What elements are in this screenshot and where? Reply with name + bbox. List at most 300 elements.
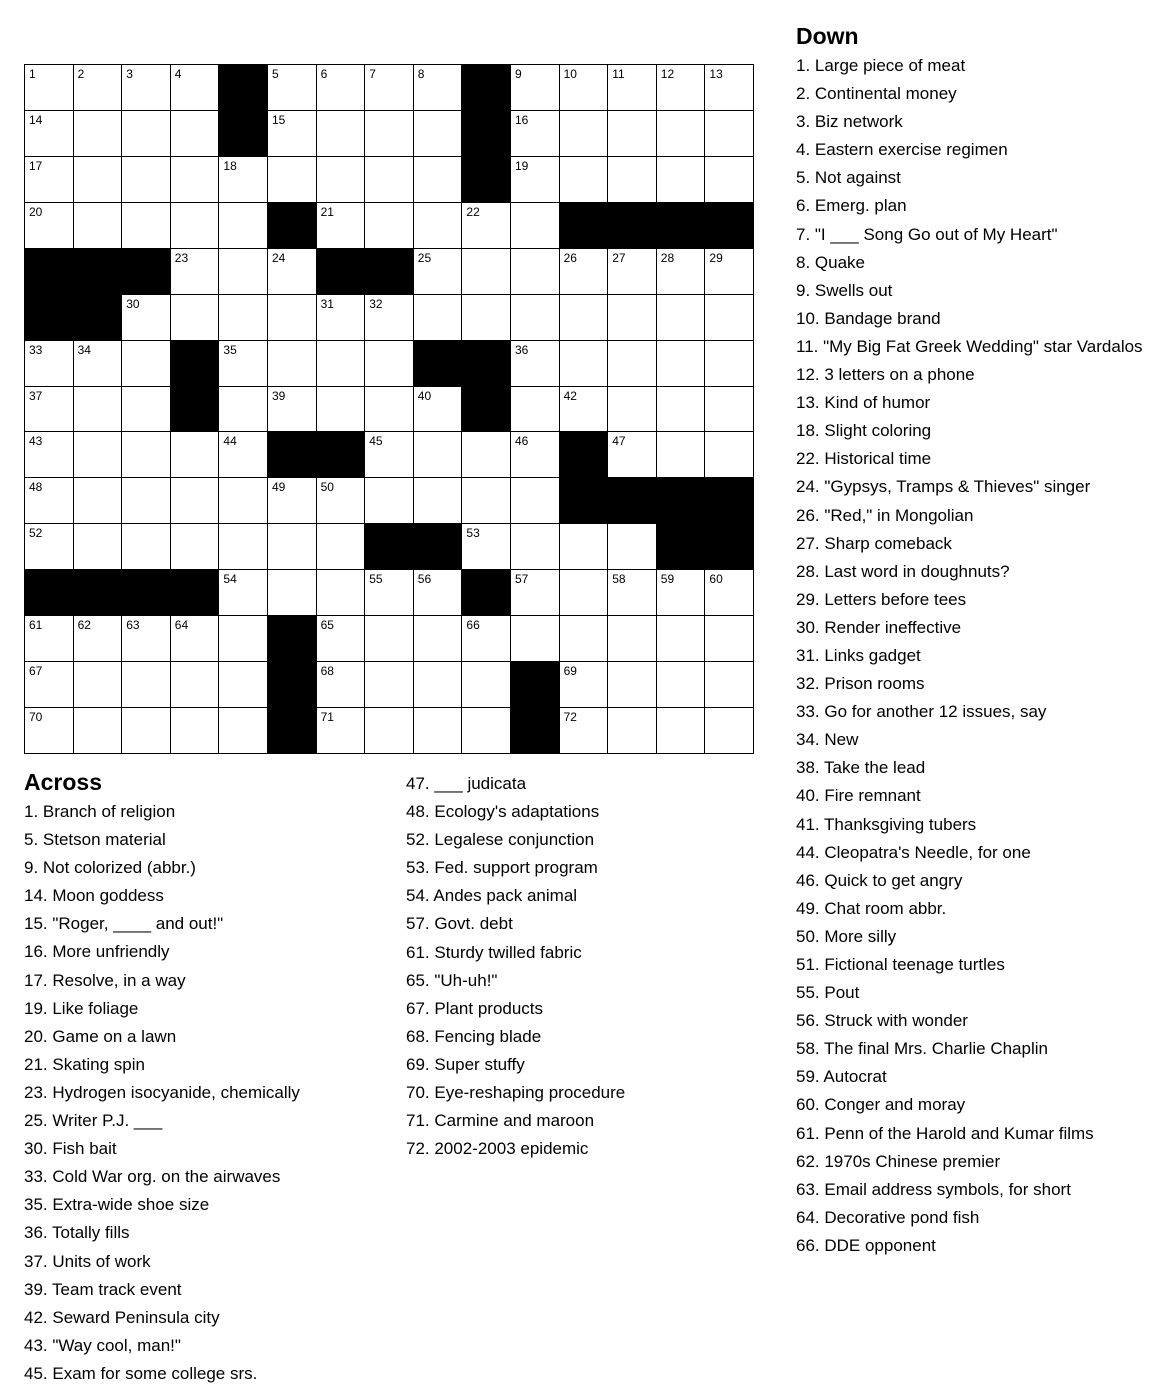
black-square [268,203,317,249]
grid-cell[interactable] [657,432,706,478]
grid-cell[interactable] [462,203,511,249]
black-square [560,432,609,478]
down-clue-list [796,52,1146,1260]
grid-cell[interactable] [560,295,609,341]
grid-cell[interactable] [560,157,609,203]
down-clue: 13. Kind of humor [796,393,931,413]
grid-cell[interactable] [414,295,463,341]
grid-cell[interactable] [317,616,366,662]
grid-cell[interactable] [705,157,754,203]
grid-cell[interactable] [608,662,657,708]
grid-cell[interactable] [122,662,171,708]
clue-number: 68 [320,664,334,679]
grid-cell[interactable] [25,65,74,111]
black-square [25,570,74,616]
grid-cell[interactable] [657,616,706,662]
grid-cell[interactable] [171,524,220,570]
grid-cell[interactable] [511,570,560,616]
clue-number: 49 [271,480,286,495]
grid-cell[interactable] [122,295,171,341]
down-clue: 62. 1970s Chinese premier [796,1151,1001,1171]
down-clue: 60. Conger and moray [796,1095,966,1115]
grid-cell[interactable] [25,524,74,570]
grid-cell[interactable] [268,341,317,387]
grid-cell[interactable] [462,249,511,295]
grid-cell[interactable] [462,432,511,478]
across-clue: 65. "Uh-uh!" [406,970,498,990]
grid-cell[interactable] [657,662,706,708]
across-clue: 70. Eye-reshaping procedure [406,1083,626,1103]
down-clue: 51. Fictional teenage turtles [796,955,1005,974]
grid-cell[interactable] [511,387,560,433]
across-clue: 39. Team track event [24,1279,182,1299]
grid-cell[interactable] [414,662,463,708]
grid-cell[interactable] [365,708,414,754]
black-square [414,524,463,570]
clue-number: 62 [77,618,91,633]
grid-cell[interactable] [317,203,366,249]
grid-cell[interactable] [25,432,74,478]
grid-cell[interactable] [317,570,366,616]
down-clue: 6. Emerg. plan [796,196,907,216]
grid-cell[interactable] [219,203,268,249]
down-clue: 63. Email address symbols, for short [796,1179,1071,1199]
grid-cell[interactable] [122,478,171,524]
across-clue: 37. Units of work [24,1251,151,1271]
clue-number: 20 [29,204,43,219]
black-square [365,249,414,295]
grid-cell[interactable] [414,65,463,111]
clue-number: 48 [29,480,43,495]
grid-cell[interactable] [219,570,268,616]
clue-number: 14 [29,112,43,127]
down-clues-column [796,22,1146,1260]
across-clue: 43. "Way cool, man!" [24,1335,181,1355]
grid-cell[interactable] [365,111,414,157]
black-square [511,662,560,708]
grid-cell[interactable] [74,157,123,203]
clue-number: 4 [174,67,182,81]
grid-cell[interactable] [122,203,171,249]
clue-number: 42 [563,388,577,403]
down-clue: 49. Chat room abbr. [796,898,947,918]
clue-number: 18 [223,158,237,173]
grid-cell[interactable] [219,249,268,295]
black-square [219,111,268,157]
down-clue: 24. "Gypsys, Tramps & Thieves" singer [796,477,1091,497]
clue-number: 34 [77,342,91,357]
across-clue: 45. Exam for some college srs. [24,1363,258,1383]
across-clue: 61. Sturdy twilled fabric [406,942,582,962]
grid-cell[interactable] [608,65,657,111]
grid-cell[interactable] [657,65,706,111]
grid-cell[interactable] [25,478,74,524]
grid-cell[interactable] [219,387,268,433]
grid-cell[interactable] [608,708,657,754]
grid-cell[interactable] [122,111,171,157]
black-square [268,662,317,708]
grid-cell[interactable] [560,111,609,157]
grid-cell[interactable] [317,478,366,524]
grid-cell[interactable] [219,616,268,662]
grid-cell[interactable] [705,341,754,387]
black-square [171,341,220,387]
grid-cell[interactable] [657,249,706,295]
grid-cell[interactable] [219,708,268,754]
black-square [268,708,317,754]
clue-number: 53 [466,526,480,541]
grid-cell[interactable] [462,616,511,662]
grid-cell[interactable] [171,662,220,708]
grid-cell[interactable] [414,708,463,754]
across-clue: 35. Extra-wide shoe size [24,1195,210,1215]
grid-cell[interactable] [414,478,463,524]
black-square [25,295,74,341]
grid-cell[interactable] [608,570,657,616]
grid-cell[interactable] [657,341,706,387]
grid-cell[interactable] [171,249,220,295]
grid-cell[interactable] [462,524,511,570]
grid-cell[interactable] [414,432,463,478]
grid-cell[interactable] [511,111,560,157]
grid-cell[interactable] [608,341,657,387]
grid-cell[interactable] [171,111,220,157]
grid-cell[interactable] [74,524,123,570]
grid-cell[interactable] [74,65,123,111]
across-clue: 17. Resolve, in a way [24,970,186,990]
clue-number: 23 [174,250,189,265]
grid-cell[interactable] [365,157,414,203]
grid-cell[interactable] [25,616,74,662]
grid-cell[interactable] [511,432,560,478]
grid-cell[interactable] [657,570,706,616]
grid-cell[interactable] [365,432,414,478]
down-clue: 12. 3 letters on a phone [796,365,975,385]
clue-number: 57 [514,572,529,587]
grid-cell[interactable] [560,708,609,754]
clue-number: 29 [709,250,723,265]
grid-cell[interactable] [705,570,754,616]
grid-cell[interactable] [219,478,268,524]
grid-cell[interactable] [171,157,220,203]
grid-cell[interactable] [25,387,74,433]
clue-number: 10 [563,67,577,81]
clue-number: 31 [320,296,334,311]
grid-cell[interactable] [365,387,414,433]
clue-number: 5 [271,67,279,81]
grid-cell[interactable] [74,478,123,524]
down-clue: 27. Sharp comeback [796,533,952,553]
grid-cell[interactable] [705,387,754,433]
grid-cell[interactable] [365,203,414,249]
grid-cell[interactable] [414,616,463,662]
across-clue: 48. Ecology's adaptations [406,802,600,822]
grid-cell[interactable] [608,295,657,341]
grid-cell[interactable] [122,432,171,478]
grid-cell[interactable] [365,341,414,387]
clue-number: 61 [29,618,43,633]
grid-cell[interactable] [705,708,754,754]
grid-cell[interactable] [171,708,220,754]
grid-cell[interactable] [414,157,463,203]
grid-cell[interactable] [74,708,123,754]
grid-cell[interactable] [122,157,171,203]
grid-cell[interactable] [317,111,366,157]
clue-number: 30 [126,296,140,311]
across-clue: 53. Fed. support program [406,858,598,878]
grid-cell[interactable] [317,157,366,203]
grid-cell[interactable] [317,524,366,570]
grid-cell[interactable] [317,662,366,708]
grid-cell[interactable] [560,65,609,111]
grid-cell[interactable] [657,157,706,203]
across-clue: 1. Branch of religion [24,802,176,821]
clue-number: 37 [29,388,43,403]
across-heading: Across [24,769,102,795]
grid-cell[interactable] [462,662,511,708]
down-clue: 34. New [796,730,859,750]
grid-cell[interactable] [608,249,657,295]
clue-number: 56 [417,572,432,587]
down-clue: 46. Quick to get angry [796,870,963,890]
black-square [317,249,366,295]
clue-number: 60 [709,572,723,587]
across-clue: 67. Plant products [406,998,544,1018]
across-clue: 5. Stetson material [24,830,166,850]
grid-cell[interactable] [560,570,609,616]
grid-cell[interactable] [511,341,560,387]
grid-cell[interactable] [511,524,560,570]
grid-cell[interactable] [705,432,754,478]
black-square [25,249,74,295]
grid-cell[interactable] [317,387,366,433]
down-clue: 26. "Red," in Mongolian [796,505,974,525]
grid-cell[interactable] [560,662,609,708]
black-square [608,203,657,249]
down-clue: 1. Large piece of meat [796,56,966,75]
grid-cell[interactable] [268,478,317,524]
grid-cell[interactable] [657,387,706,433]
grid-cell[interactable] [25,203,74,249]
down-clue: 5. Not against [796,168,901,188]
grid-cell[interactable] [171,478,220,524]
black-square [462,65,511,111]
grid-cell[interactable] [560,524,609,570]
clue-number: 54 [223,572,237,587]
grid-cell[interactable] [560,387,609,433]
black-square [560,478,609,524]
grid-cell[interactable] [268,387,317,433]
black-square [462,387,511,433]
down-clue: 29. Letters before tees [796,589,967,609]
grid-cell[interactable] [171,203,220,249]
across-clues-column-1 [24,768,394,1388]
grid-cell[interactable] [317,341,366,387]
black-square [705,478,754,524]
black-square [705,524,754,570]
down-clue: 3. Biz network [796,112,903,132]
grid-cell[interactable] [268,249,317,295]
down-clue: 61. Penn of the Harold and Kumar films [796,1123,1094,1143]
grid-cell[interactable] [365,662,414,708]
down-clue: 22. Historical time [796,449,932,469]
grid-cell[interactable] [414,111,463,157]
down-clue: 40. Fire remnant [796,786,921,806]
grid-cell[interactable] [171,65,220,111]
grid-cell[interactable] [74,616,123,662]
across-clue: 36. Totally fills [24,1223,130,1243]
clue-number: 27 [612,250,626,265]
black-square [560,203,609,249]
across-clues-column-2 [406,770,776,1163]
grid-cell[interactable] [219,662,268,708]
grid-cell[interactable] [25,662,74,708]
grid-cell[interactable] [25,708,74,754]
grid-cell[interactable] [365,65,414,111]
down-clue: 7. "I ___ Song Go out of My Heart" [796,224,1058,244]
grid-cell[interactable] [317,708,366,754]
grid-cell[interactable] [74,341,123,387]
grid-cell[interactable] [705,295,754,341]
grid-cell[interactable] [122,387,171,433]
clue-number: 47 [612,434,626,449]
grid-cell[interactable] [414,249,463,295]
grid-cell[interactable] [705,662,754,708]
clue-number: 7 [369,67,376,81]
grid-cell[interactable] [365,295,414,341]
clue-number: 2 [77,67,85,81]
grid-cell[interactable] [74,662,123,708]
grid-cell[interactable] [511,295,560,341]
grid-cell[interactable] [414,203,463,249]
grid-cell[interactable] [25,157,74,203]
grid-cell[interactable] [219,341,268,387]
down-clue: 38. Take the lead [796,758,926,778]
down-clue: 32. Prison rooms [796,674,925,694]
clue-number: 59 [660,572,675,587]
black-square [462,570,511,616]
grid-cell[interactable] [560,341,609,387]
grid-cell[interactable] [268,157,317,203]
grid-cell[interactable] [122,524,171,570]
across-clue: 23. Hydrogen isocyanide, chemically [24,1082,300,1102]
clue-number: 65 [320,618,334,633]
clue-number: 22 [466,204,480,219]
grid-cell[interactable] [268,111,317,157]
grid-cell[interactable] [657,708,706,754]
grid-cell[interactable] [122,341,171,387]
grid-cell[interactable] [219,157,268,203]
grid-cell[interactable] [317,65,366,111]
grid-cell[interactable] [462,708,511,754]
black-square [171,570,220,616]
across-clue: 47. ___ judicata [406,774,527,793]
grid-cell[interactable] [171,432,220,478]
black-square [657,478,706,524]
grid-cell[interactable] [511,203,560,249]
grid-cell[interactable] [171,616,220,662]
grid-cell[interactable] [219,295,268,341]
black-square [74,295,123,341]
clue-number: 69 [563,664,577,679]
black-square [462,157,511,203]
grid-cell[interactable] [122,65,171,111]
grid-cell[interactable] [122,616,171,662]
grid-cell[interactable] [705,616,754,662]
grid-cell[interactable] [74,432,123,478]
across-clue: 57. Govt. debt [406,914,513,934]
grid-cell[interactable] [511,249,560,295]
clue-number: 19 [514,158,529,173]
clue-number: 25 [417,250,432,265]
grid-cell[interactable] [365,570,414,616]
black-square [171,387,220,433]
black-square [122,570,171,616]
grid-cell[interactable] [268,295,317,341]
clue-number: 70 [29,710,43,725]
grid-cell[interactable] [608,157,657,203]
grid-cell[interactable] [511,157,560,203]
grid-cell[interactable] [705,111,754,157]
grid-cell[interactable] [608,111,657,157]
grid-cell[interactable] [25,341,74,387]
grid-cell[interactable] [365,616,414,662]
grid-cell[interactable] [122,708,171,754]
grid-cell[interactable] [657,295,706,341]
down-clue: 11. "My Big Fat Greek Wedding" star Vardalos [796,336,1143,356]
grid-cell[interactable] [268,65,317,111]
grid-cell[interactable] [365,478,414,524]
grid-cell[interactable] [268,570,317,616]
grid-cell[interactable] [74,111,123,157]
grid-cell[interactable] [657,111,706,157]
grid-cell[interactable] [560,616,609,662]
down-clue: 31. Links gadget [796,645,921,665]
down-clue: 30. Render ineffective [796,617,962,637]
grid-cell[interactable] [25,111,74,157]
grid-cell[interactable] [219,524,268,570]
grid-cell[interactable] [560,249,609,295]
grid-cell[interactable] [74,203,123,249]
clue-number: 11 [612,67,625,81]
grid-cell[interactable] [511,65,560,111]
black-square [462,341,511,387]
clue-number: 43 [29,434,43,449]
across-clue: 15. "Roger, ____ and out!" [24,914,224,934]
grid-cell[interactable] [74,387,123,433]
black-square [268,432,317,478]
grid-cell[interactable] [705,249,754,295]
grid-cell[interactable] [171,295,220,341]
grid-cell[interactable] [608,616,657,662]
grid-cell[interactable] [511,478,560,524]
grid-cell[interactable] [705,65,754,111]
grid-cell[interactable] [219,432,268,478]
black-square [268,616,317,662]
black-square [317,432,366,478]
grid-cell[interactable] [511,616,560,662]
grid-cell[interactable] [462,478,511,524]
grid-cell[interactable] [608,524,657,570]
grid-cell[interactable] [608,387,657,433]
grid-cell[interactable] [317,295,366,341]
grid-cell[interactable] [268,524,317,570]
grid-cell[interactable] [462,295,511,341]
grid-cell[interactable] [414,570,463,616]
grid-cell[interactable] [414,387,463,433]
grid-cell[interactable] [608,432,657,478]
across-clue: 42. Seward Peninsula city [24,1307,220,1327]
